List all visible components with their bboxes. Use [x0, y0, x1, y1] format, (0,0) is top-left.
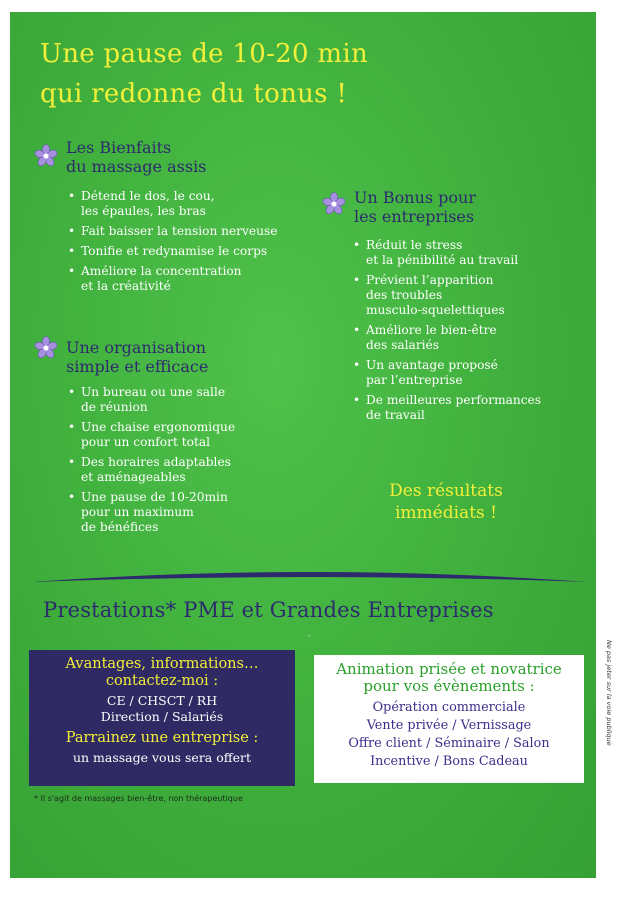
contact-line-2: contactez-moi :	[105, 673, 219, 689]
list-item: • Tonifie et redynamise le corps	[67, 244, 307, 259]
animation-line-4: Vente privée / Vernissage	[366, 718, 532, 733]
prestations-title: Prestations* PME et Grandes Entreprises	[43, 598, 494, 622]
bonus-title	[354, 188, 476, 226]
list-item: • Des horaires adaptables et aménageables	[67, 455, 307, 485]
footnote: * Il s'agit de massages bien-être, non thérapeutique	[34, 794, 243, 803]
animation-line-1: Animation prisée et novatrice	[336, 660, 562, 678]
side-note: Ne pas jeter sur la voie publique	[605, 640, 613, 746]
bienfaits-list	[67, 189, 307, 299]
list-item: • Fait baisser la tension nerveuse	[67, 224, 307, 239]
headline	[40, 34, 580, 114]
animation-line-2: pour vos évènements :	[363, 677, 535, 695]
list-item: • Une pause de 10-20min pour un maximum de bénéfices	[67, 490, 307, 535]
bonus-title-line-1: Un Bonus pour	[354, 188, 476, 207]
list-item: • Un bureau ou une salle de réunion	[67, 385, 307, 415]
animation-line-6: Incentive / Bons Cadeau	[370, 754, 528, 769]
organisation-list	[67, 385, 307, 540]
animation-line-3: Opération commerciale	[372, 700, 526, 715]
organisation-title-line-2: simple et efficace	[66, 357, 209, 376]
headline-line-2: qui redonne du tonus !	[40, 79, 348, 109]
tiny-mark: ʻ	[308, 634, 311, 642]
animation-box	[314, 655, 584, 783]
swoosh-divider	[32, 568, 588, 592]
list-item: • Améliore la concentration et la créativité	[67, 264, 307, 294]
contact-box	[29, 650, 295, 786]
results-line-1: Des résultats	[389, 481, 503, 501]
contact-line-3: CE / CHSCT / RH	[106, 693, 218, 708]
list-item: • Prévient l’apparition des troubles musculo-squelettiques	[352, 273, 587, 318]
animation-line-5: Offre client / Séminaire / Salon	[348, 736, 550, 751]
list-item: • Détend le dos, le cou, les épaules, les bras	[67, 189, 307, 219]
bienfaits-title	[66, 138, 206, 176]
headline-line-1: Une pause de 10-20 min	[40, 39, 369, 69]
list-item: • De meilleures performances de travail	[352, 393, 587, 423]
list-item: • Une chaise ergonomique pour un confort total	[67, 420, 307, 450]
contact-line-1: Avantages, informations…	[65, 656, 259, 672]
contact-line-4: Direction / Salariés	[100, 709, 224, 724]
bonus-list	[352, 238, 587, 428]
results-line-2: immédiats !	[395, 503, 497, 523]
violet-flower-icon	[34, 144, 58, 168]
bonus-title-line-2: les entreprises	[354, 207, 475, 226]
organisation-title	[66, 338, 208, 376]
flyer-panel	[10, 12, 596, 878]
list-item: • Réduit le stress et la pénibilité au travail	[352, 238, 587, 268]
bienfaits-title-line-1: Les Bienfaits	[66, 138, 172, 157]
organisation-title-line-1: Une organisation	[66, 338, 207, 357]
results-callout	[356, 480, 536, 524]
violet-flower-icon	[34, 336, 58, 360]
violet-flower-icon	[322, 192, 346, 216]
contact-line-5: Parrainez une entreprise :	[65, 730, 259, 746]
bienfaits-title-line-2: du massage assis	[66, 157, 207, 176]
contact-line-6: un massage vous sera offert	[72, 750, 252, 765]
list-item: • Un avantage proposé par l’entreprise	[352, 358, 587, 388]
list-item: • Améliore le bien-être des salariés	[352, 323, 587, 353]
